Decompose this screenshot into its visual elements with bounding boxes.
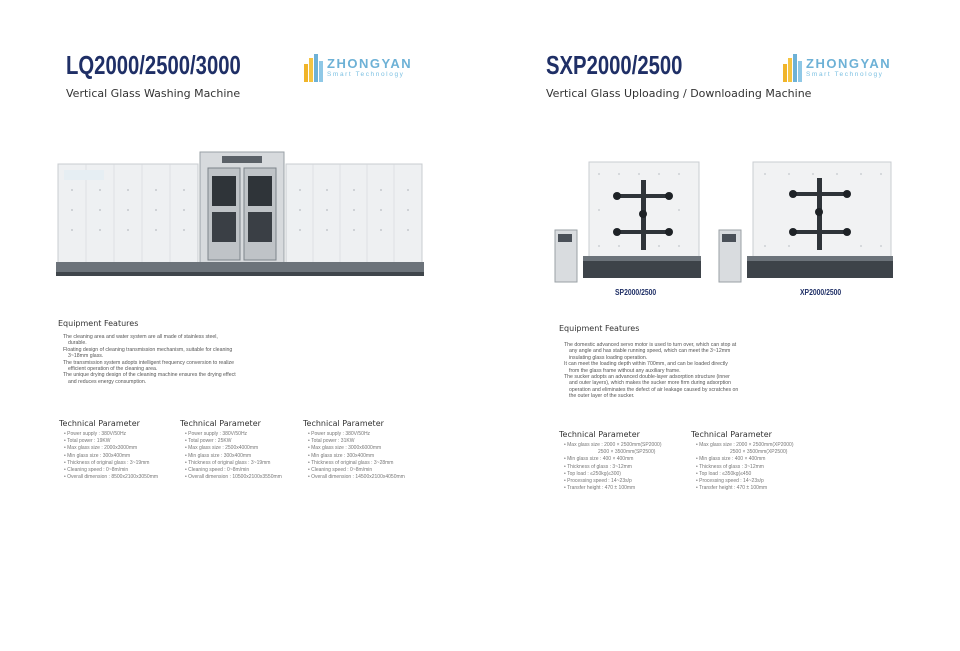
feature-item: The transmission system adopts intelligent frequency conversion to realize efficient operation of the cleaning area. bbox=[63, 359, 234, 373]
feature-item: Floating design of cleaning transmission mechanism, suitable for cleaning 3~18mm glass. bbox=[63, 346, 233, 360]
feature-item: The unique drying design of the cleaning machine ensures the drying effect and reduces energy consumption. bbox=[63, 372, 236, 385]
param-item: • Power supply : 380V/50Hz bbox=[64, 431, 158, 438]
washing-machine-image bbox=[56, 150, 426, 280]
params-title: Technical Parameter bbox=[303, 419, 384, 428]
param-item: • Max glass size : 3000x6000mm bbox=[308, 445, 405, 452]
param-item: • Total power : 25KW bbox=[185, 438, 282, 445]
params-title: Technical Parameter bbox=[59, 419, 140, 428]
left-logo bbox=[304, 54, 412, 82]
left-params-col-2 bbox=[180, 419, 282, 481]
param-item: • Thickness of original glass : 3~19mm bbox=[185, 460, 282, 467]
right-features-list bbox=[563, 342, 739, 400]
xp-caption: XP2000/2500 bbox=[800, 288, 842, 297]
params-title: Technical Parameter bbox=[559, 430, 640, 439]
param-item: • Power supply : 380V/50Hz bbox=[185, 431, 282, 438]
param-item: • Overall dimension : 14500x2100x4050mm bbox=[308, 474, 405, 481]
param-item: • Transfer height : 470 ± 100mm bbox=[564, 485, 662, 492]
right-params-col-1 bbox=[559, 430, 662, 492]
param-item: • Min glass size : 300x400mm bbox=[64, 453, 158, 460]
param-item: 2500 × 3500mm(SP2500) bbox=[598, 449, 656, 456]
param-item: • Transfer height : 470 ± 100mm bbox=[696, 485, 794, 492]
param-item: • Top load : ≤250kg(≤300) bbox=[564, 471, 662, 478]
param-item: • Top load : ≤350kg(≤450 bbox=[696, 471, 794, 478]
feature-item: The domestic advanced servo motor is used to turn over, which can stop at any angle and has stable running speed, which can meet the 3~12mm insulating glass loading operation. bbox=[564, 342, 737, 361]
param-item: • Max glass size : 2000 × 2500mm(SP2000) bbox=[564, 442, 662, 449]
logo-building-icon bbox=[783, 54, 803, 82]
param-item: • Overall dimension : 8500x2100x3050mm bbox=[64, 474, 158, 481]
left-subtitle: Vertical Glass Washing Machine bbox=[66, 87, 241, 100]
logo-tagline: Smart Technology bbox=[327, 71, 405, 78]
feature-item: The sucker adopts an advanced double-layer adsorption structure (inner and outer layers), which makes the sucker more firm during adsorption operation and eliminates the defect of air leakage caused by scratches on the outer layer of the sucker. bbox=[564, 374, 739, 400]
sp-machine-image bbox=[553, 160, 703, 285]
param-item: • Max glass size : 2000x3000mm bbox=[64, 445, 158, 452]
left-params-col-3 bbox=[303, 419, 405, 481]
param-item: • Power supply : 380V/50Hz bbox=[308, 431, 405, 438]
left-params-col-1 bbox=[59, 419, 158, 481]
right-params-col-2 bbox=[691, 430, 794, 492]
params-title: Technical Parameter bbox=[691, 430, 772, 439]
left-model-title: LQ2000/2500/3000 bbox=[66, 50, 241, 80]
param-item: • Thickness of glass : 3~12mm bbox=[564, 464, 662, 471]
param-item: • Cleaning speed : 0~8m/min bbox=[185, 467, 282, 474]
left-features-title: Equipment Features bbox=[58, 319, 139, 328]
param-item: • Processing speed : 14~23s/p bbox=[564, 478, 662, 485]
param-item: 2500 × 3500mm(XP2500) bbox=[730, 449, 788, 456]
right-model-title: SXP2000/2500 bbox=[546, 50, 683, 80]
sp-caption: SP2000/2500 bbox=[615, 288, 657, 297]
logo-building-icon bbox=[304, 54, 324, 82]
feature-item: It can meet the loading depth within 700mm, and can be loaded directly from the glass frame without any auxiliary frame. bbox=[564, 361, 728, 374]
param-item: • Cleaning speed : 0~8m/min bbox=[64, 467, 158, 474]
right-features-title: Equipment Features bbox=[559, 324, 640, 333]
logo-tagline: Smart Technology bbox=[806, 71, 884, 78]
param-item: • Min glass size : 400 × 400mm bbox=[564, 456, 662, 463]
left-features-list bbox=[62, 334, 238, 385]
logo-name: ZHONGYAN bbox=[806, 56, 892, 71]
param-item: • Processing speed : 14~23s/p bbox=[696, 478, 794, 485]
feature-item: The cleaning area and water system are all made of stainless steel, durable. bbox=[63, 334, 218, 347]
right-subtitle: Vertical Glass Uploading / Downloading Machine bbox=[546, 87, 812, 100]
right-logo bbox=[783, 54, 891, 82]
param-item: • Min glass size : 300x400mm bbox=[308, 453, 405, 460]
param-item: • Max glass size : 2500x4000mm bbox=[185, 445, 282, 452]
param-item: • Thickness of original glass : 3~28mm bbox=[308, 460, 405, 467]
xp-machine-image bbox=[717, 160, 895, 285]
param-item: • Max glass size : 2000 × 2500mm(XP2000) bbox=[696, 442, 794, 449]
logo-name: ZHONGYAN bbox=[327, 56, 413, 71]
param-item: • Cleaning speed : 0~8m/min bbox=[308, 467, 405, 474]
param-item: • Thickness of original glass : 3~19mm bbox=[64, 460, 158, 467]
params-title: Technical Parameter bbox=[180, 419, 261, 428]
param-item: • Total power : 31KW bbox=[308, 438, 405, 445]
param-item: • Min glass size : 400 × 400mm bbox=[696, 456, 794, 463]
param-item: • Min glass size : 300x400mm bbox=[185, 453, 282, 460]
param-item: • Thickness of glass : 3~12mm bbox=[696, 464, 794, 471]
param-item: • Overall dimension : 10500x2100x3550mm bbox=[185, 474, 282, 481]
param-item: • Total power : 19KW bbox=[64, 438, 158, 445]
